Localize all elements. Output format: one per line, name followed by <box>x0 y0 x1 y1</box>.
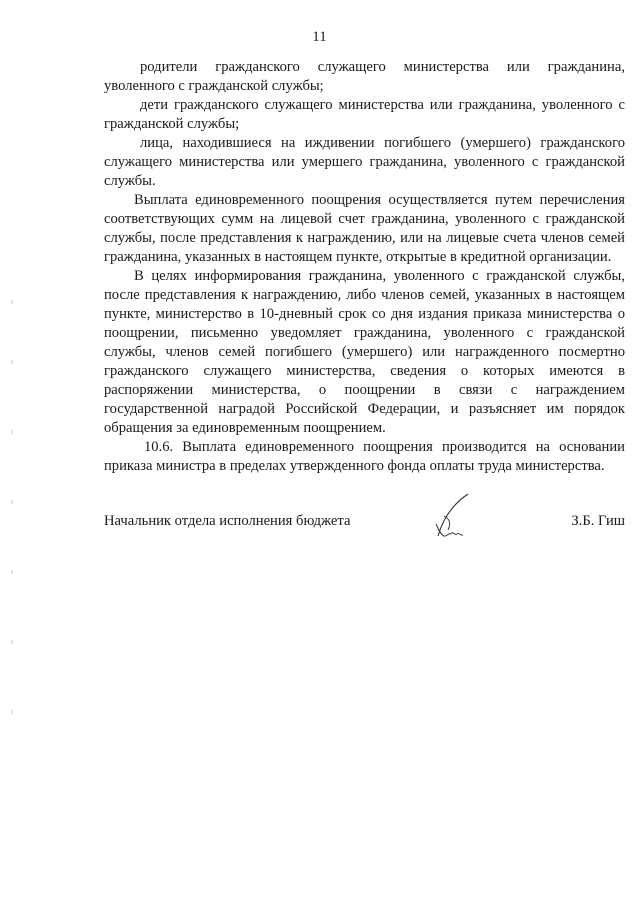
list-item-children: дети гражданского служащего министерства или гражданина, уволенного с гражданской службы; <box>104 97 625 132</box>
page-number: 11 <box>312 29 327 45</box>
handwritten-signature <box>424 492 484 542</box>
scan-margin-marks <box>10 300 14 740</box>
signatory-name: З.Б. Гиш <box>571 513 625 529</box>
signature-block <box>104 504 625 564</box>
paragraph-payment-method: Выплата единовременного поощрения осуществляется путем перечисления соответствующих сумм на лицевой счет гражданина, уволенного с гражданской службы, после представления к награждению, или на лицевые счета членов семей гражданина, указанных в настоящем пункте, открытые в кредитной организации. <box>104 192 625 265</box>
list-item-parents: родители гражданского служащего министерства или гражданина, уволенного с гражданской службы; <box>104 59 625 94</box>
paragraph-notification: В целях информирования гражданина, уволенного с гражданской службы, после представления к награждению, либо членов семей, указанных в настоящем пункте, министерство в 10-дневный срок со дня издания приказа министерства о поощрении, письменно уведомляет гражданина, уволенного с гражданской службы, членов семей погибшего (умершего) или награжденного посмертно гражданского служащего министерства, сведения о которых имеются в распоряжении министерства, о поощрении в связи с награждением государственной наградой Российской Федерации, и разъясняет им порядок обращения за единовременным поощрением. <box>104 268 625 436</box>
list-item-dependents: лица, находившиеся на иждивении погибшего (умершего) гражданского служащего министерства или умершего гражданина, уволенного с гражданской службы. <box>104 135 625 189</box>
document-body <box>104 58 625 476</box>
clause-10-6: 10.6. Выплата единовременного поощрения производится на основании приказа министра в пределах утвержденного фонда оплаты труда министерства. <box>104 439 625 474</box>
signatory-position: Начальник отдела исполнения бюджета <box>104 513 351 529</box>
